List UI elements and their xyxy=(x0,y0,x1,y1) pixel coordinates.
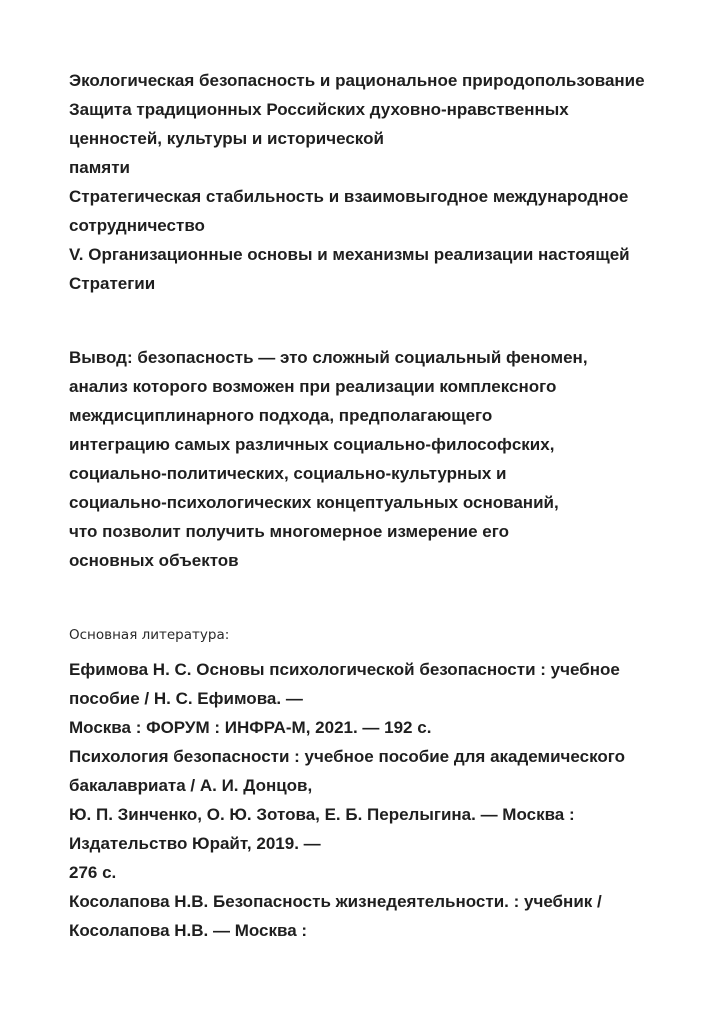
conclusion-line: Вывод: безопасность — это сложный социальный феномен, xyxy=(69,348,588,367)
toc-line: V. Организационные основы и механизмы реализации настоящей xyxy=(69,245,630,264)
reference-line: 276 с. xyxy=(69,863,117,882)
toc-line: Защита традиционных Российских духовно-нравственных xyxy=(69,100,569,119)
conclusion-line: социально-политических, социально-культурных и xyxy=(69,464,507,483)
reference-line: Ефимова Н. С. Основы психологической безопасности : учебное xyxy=(69,660,620,679)
reference-line: пособие / Н. С. Ефимова. — xyxy=(69,689,303,708)
reference-list xyxy=(69,655,709,945)
toc-line: памяти xyxy=(69,158,130,177)
strategy-sections-list xyxy=(69,66,709,298)
conclusion-line: основных объектов xyxy=(69,551,239,570)
conclusion-line: анализ которого возможен при реализации комплексного xyxy=(69,377,557,396)
conclusion-line: междисциплинарного подхода, предполагающего xyxy=(69,406,493,425)
toc-line: ценностей, культуры и исторической xyxy=(69,129,384,148)
reference-line: Психология безопасности : учебное пособие для академического xyxy=(69,747,626,766)
toc-line: сотрудничество xyxy=(69,216,205,235)
conclusion-line: социально-психологических концептуальных оснований, xyxy=(69,493,559,512)
conclusion-paragraph xyxy=(69,343,709,575)
toc-line: Стратегии xyxy=(69,274,156,293)
reference-line: бакалавриата / А. И. Донцов, xyxy=(69,776,313,795)
reference-line: Ю. П. Зинченко, О. Ю. Зотова, Е. Б. Перелыгина. — Москва : xyxy=(69,805,575,824)
literature-heading: Основная литература: xyxy=(69,627,230,643)
conclusion-line: интеграцию самых различных социально-философских, xyxy=(69,435,555,454)
reference-line: Косолапова Н.В. — Москва : xyxy=(69,921,308,940)
literature-heading-block xyxy=(69,624,709,646)
reference-line: Москва : ФОРУМ : ИНФРА-М, 2021. — 192 с. xyxy=(69,718,432,737)
toc-line: Экологическая безопасность и рациональное природопользование xyxy=(69,71,645,90)
reference-line: Издательство Юрайт, 2019. — xyxy=(69,834,321,853)
reference-line: Косолапова Н.В. Безопасность жизнедеятельности. : учебник / xyxy=(69,892,602,911)
toc-line: Стратегическая стабильность и взаимовыгодное международное xyxy=(69,187,629,206)
conclusion-line: что позволит получить многомерное измерение его xyxy=(69,522,509,541)
